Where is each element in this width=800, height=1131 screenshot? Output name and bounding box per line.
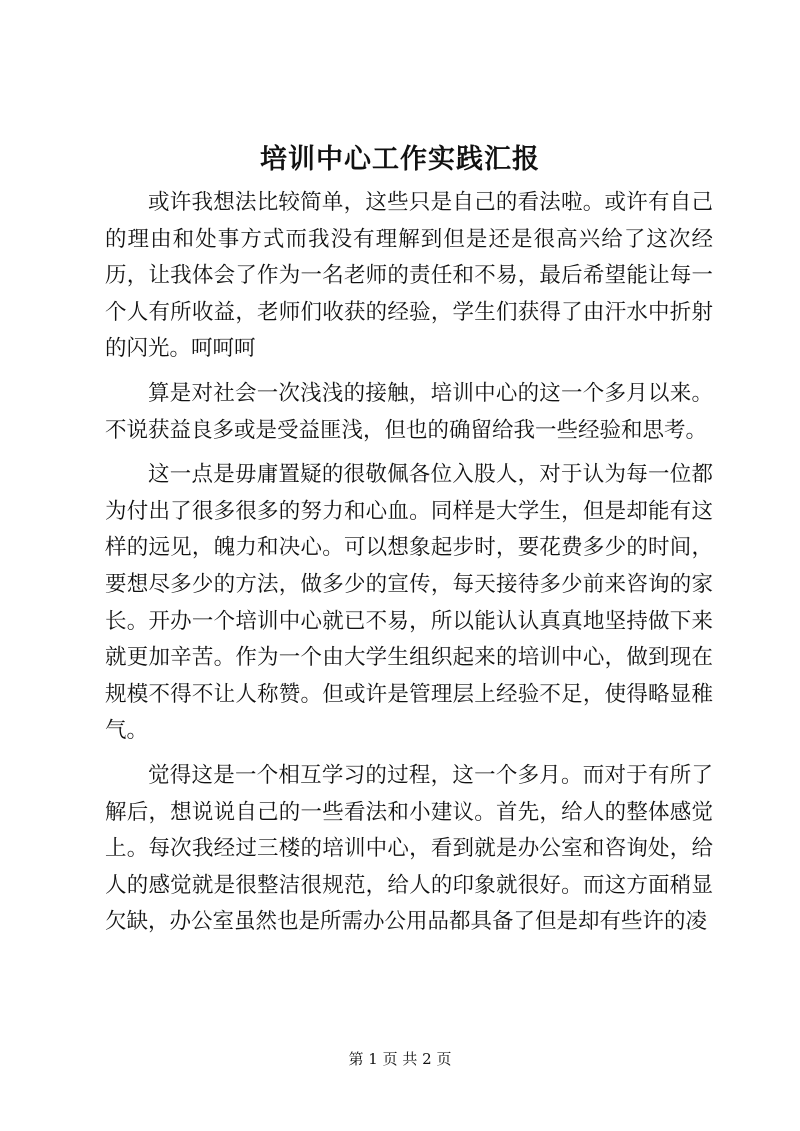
paragraph-2: 算是对社会一次浅浅的接触，培训中心的这一个多月以来。不说获益良多或是受益匪浅，但也的确留给我一些经验和思考。 (105, 380, 713, 443)
paragraph-4: 觉得这是一个相互学习的过程，这一个多月。而对于有所了解后，想说说自己的一些看法和小建议。首先，给人的整体感觉上。每次我经过三楼的培训中心，看到就是办公室和咨询处，给人的感觉就是很整洁很规范，给人的印象就很好。而这方面稍显欠缺，办公室虽然也是所需办公用品都具备了但是却有些许的凌 (105, 762, 713, 935)
paragraph-3: 这一点是毋庸置疑的很敬佩各位入股人，对于认为每一位都为付出了很多很多的努力和心血。同样是大学生，但是却能有这样的远见，魄力和决心。可以想象起步时，要花费多少的时间，要想尽多少的方法，做多少的宣传，每天接待多少前来咨询的家长。开办一个培训中心就已不易，所以能认认真真地坚持做下来就更加辛苦。作为一个由大学生组织起来的培训中心，做到现在规模不得不让人称赞。但或许是管理层上经验不足，使得略显稚气。 (105, 462, 713, 744)
document-title: 培训中心工作实践汇报 (260, 144, 540, 175)
document-body (105, 185, 713, 941)
page-footer: 第 1 页 共 2 页 (348, 1050, 452, 1068)
paragraph-1: 或许我想法比较简单，这些只是自己的看法啦。或许有自己的理由和处事方式而我没有理解到但是还是很高兴给了这次经历，让我体会了作为一名老师的责任和不易，最后希望能让每一个人有所收益，老师们收获的经验，学生们获得了由汗水中折射的闪光。呵呵呵 (105, 190, 713, 362)
